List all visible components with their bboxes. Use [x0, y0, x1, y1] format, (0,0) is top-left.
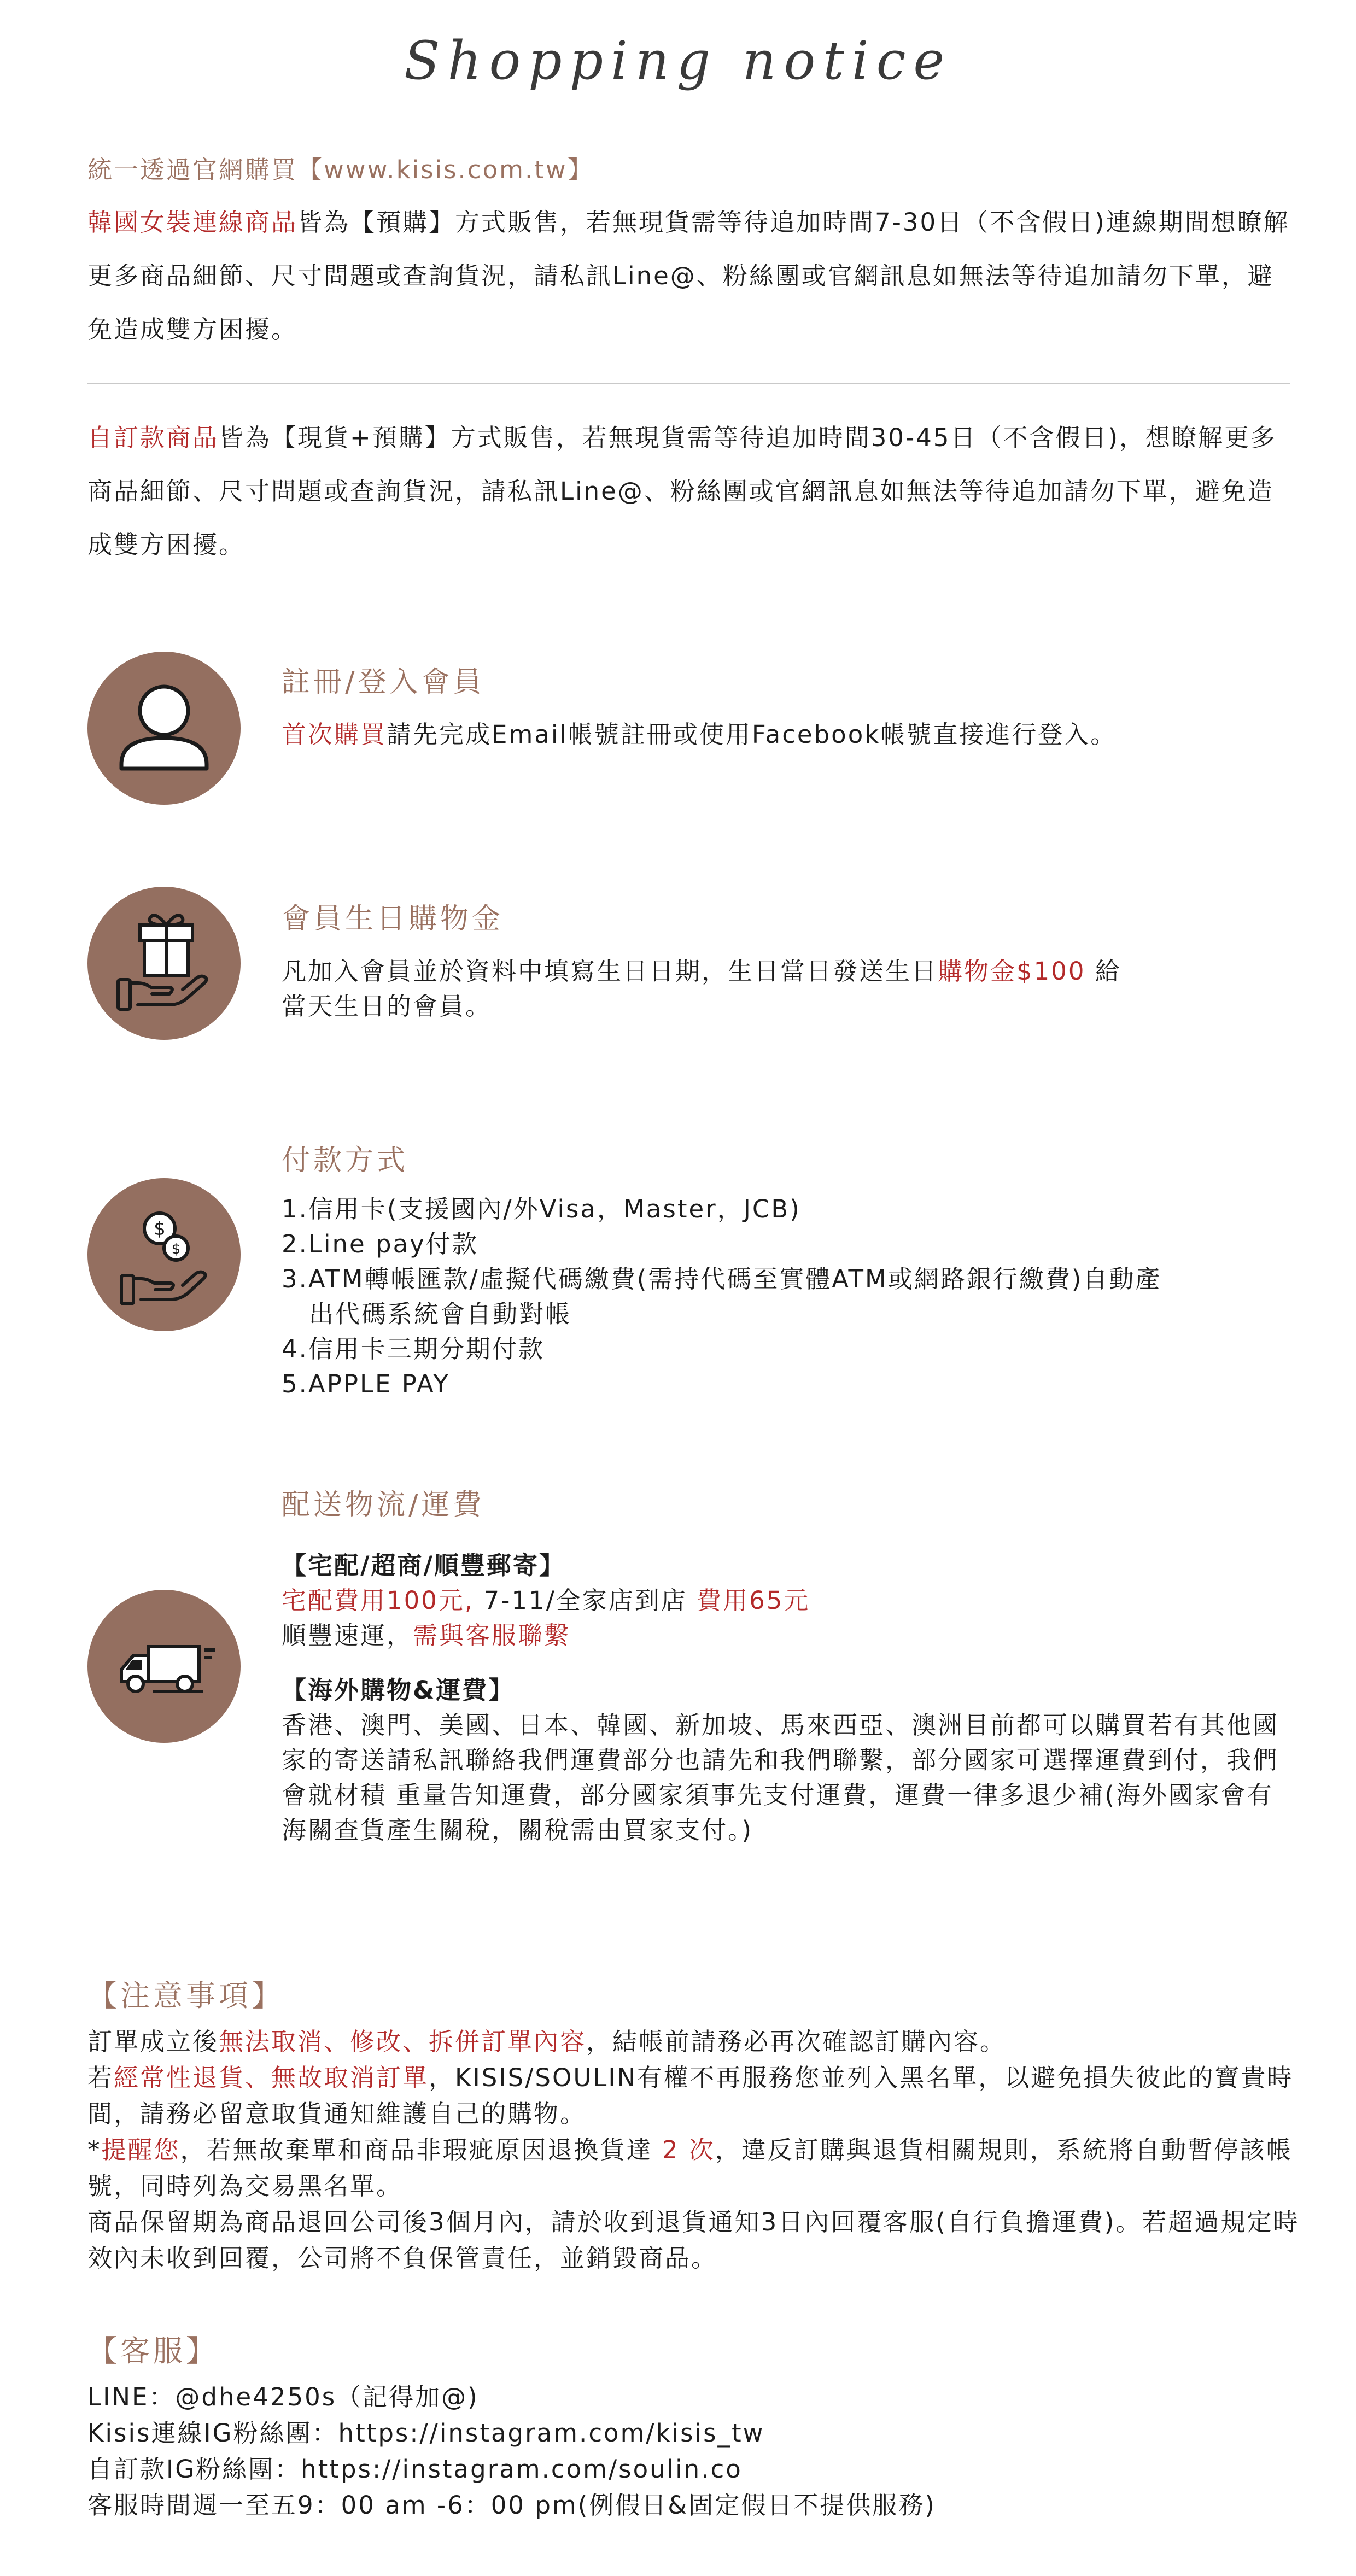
official-site-line: 統一透過官網購買【www.kisis.com.tw】 — [87, 155, 594, 184]
register-body: 請先完成Email帳號註冊或使用Facebook帳號直接進行登入。 — [387, 720, 1117, 749]
custom-products-text: 皆為【現貨+預購】方式販售，若無現貨需等待追加時間30-45日（不含假日)，想瞭解更多商品細節、尺寸問題或查詢貨況，請私訊Line@、粉絲團或官網訊息如無法等待追加請勿下單，避免造成雙方困擾。 — [87, 423, 1277, 559]
store-pickup-text: 7-11/全家店到店 — [474, 1586, 697, 1615]
korea-products-text: 皆為【預購】方式販售，若無現貨需等待追加時間7-30日（不含假日)連線期間想瞭解更多商品細節、尺寸問題或查詢貨況，請私訊Line@、粉絲團或官網訊息如無法等待追加請勿下單，避免造成雙方困擾。 — [87, 208, 1290, 344]
svg-text:$: $ — [154, 1218, 166, 1240]
payment-item: 2.Line pay付款 — [282, 1230, 478, 1258]
service-ig-soulin: 自訂款IG粉絲團：https://instagram.com/soulin.co — [87, 2455, 743, 2484]
page-title: Shopping notice — [404, 30, 952, 91]
notice-paragraph-1: 訂單成立後無法取消、修改、拆併訂單內容，結帳前請務必再次確認訂購內容。 — [87, 2027, 1007, 2056]
birthday-heading: 會員生日購物金 — [282, 903, 504, 935]
divider — [87, 383, 1290, 384]
gift-hand-icon — [87, 887, 241, 1040]
notice-paragraph-4: 商品保留期為商品退回公司後3個月內，請於收到退貨通知3日內回覆客服(自行負擔運費)。若超過規定時效內未收到回覆，公司將不負保管責任，並銷毀商品。 — [87, 2208, 1300, 2273]
sf-express-text: 順豐速運， — [282, 1621, 413, 1650]
coins-hand-icon — [87, 1178, 241, 1331]
birthday-text — [282, 954, 1293, 1024]
korea-products-highlight: 韓國女裝連線商品 — [87, 208, 298, 237]
shipping-heading: 配送物流/運費 — [282, 1489, 485, 1521]
overseas-text: 香港、澳門、美國、日本、韓國、新加坡、馬來西亞、澳洲目前都可以購買若有其他國家的寄送請私訊聯絡我們運費部分也請先和我們聯繫，部分國家可選擇運費到付，我們會就材積 重量告知運費，部分國家須事先支付運費，運費一律多退少補(海外國家會有海關查貨產生關稅，關稅需由買家支付。) — [282, 1711, 1279, 1845]
domestic-title: 【宅配/超商/順豐郵寄】 — [282, 1551, 565, 1580]
notice-heading: 【注意事項】 — [87, 1978, 284, 2013]
birthday-text-before: 凡加入會員並於資料中填寫生日日期，生日當日發送生日 — [282, 957, 938, 986]
korea-products-paragraph — [87, 196, 1290, 356]
payment-item: 3.ATM轉帳匯款/虛擬代碼繳費(需持代碼至實體ATM或網路銀行繳費)自動產 — [282, 1264, 1162, 1293]
birthday-text-line2: 當天生日的會員。 — [282, 992, 492, 1021]
register-heading: 註冊/登入會員 — [282, 666, 485, 699]
birthday-text-after: 給 — [1085, 957, 1121, 986]
overseas-title: 【海外購物&運費】 — [282, 1676, 515, 1705]
custom-products-paragraph — [87, 411, 1290, 572]
service-line-id: LINE：@dhe4250s（記得加@) — [87, 2382, 479, 2411]
custom-products-highlight: 自訂款商品 — [87, 423, 219, 452]
service-heading: 【客服】 — [87, 2334, 219, 2368]
payment-item: 4.信用卡三期分期付款 — [282, 1334, 545, 1363]
notice-body — [87, 2024, 1301, 2276]
service-hours: 客服時間週一至五9：00 am -6：00 pm(例假日&固定假日不提供服務) — [87, 2491, 936, 2520]
payment-item: 出代碼系統會自動對帳 — [309, 1299, 572, 1328]
birthday-highlight: 購物金$100 — [938, 957, 1086, 986]
truck-icon — [87, 1590, 241, 1743]
shipping-domestic — [282, 1548, 1293, 1653]
notice-paragraph-3: *提醒您，若無故棄單和商品非瑕疵原因退換貨達 2 次，違反訂購與退貨相關規則，系統將自動暫停該帳號，同時列為交易黑名單。 — [87, 2135, 1293, 2200]
svg-text:$: $ — [171, 1241, 181, 1257]
register-text — [282, 717, 1293, 752]
store-pickup-fee: 費用65元 — [697, 1586, 810, 1615]
service-body — [87, 2379, 1301, 2524]
payment-item: 1.信用卡(支援國內/外Visa，Master，JCB) — [282, 1195, 801, 1223]
service-ig-kisis: Kisis連線IG粉絲團：https://instagram.com/kisis_tw — [87, 2419, 765, 2448]
sf-express-contact: 需與客服聯繫 — [413, 1621, 571, 1650]
user-icon — [87, 652, 241, 805]
payment-heading: 付款方式 — [282, 1144, 409, 1177]
register-highlight: 首次購買 — [282, 720, 387, 749]
sf-express-line — [282, 1618, 1293, 1653]
home-delivery-fee: 宅配費用100元, — [282, 1586, 475, 1615]
payment-list — [282, 1192, 1293, 1402]
shipping-overseas — [282, 1673, 1293, 1848]
payment-item: 5.APPLE PAY — [282, 1369, 450, 1398]
domestic-fees — [282, 1583, 1293, 1618]
notice-paragraph-2: 若經常性退貨、無故取消訂單，KISIS/SOULIN有權不再服務您並列入黑名單，以避免損失彼此的寶貴時間，請務必留意取貨通知維護自己的購物。 — [87, 2063, 1294, 2128]
